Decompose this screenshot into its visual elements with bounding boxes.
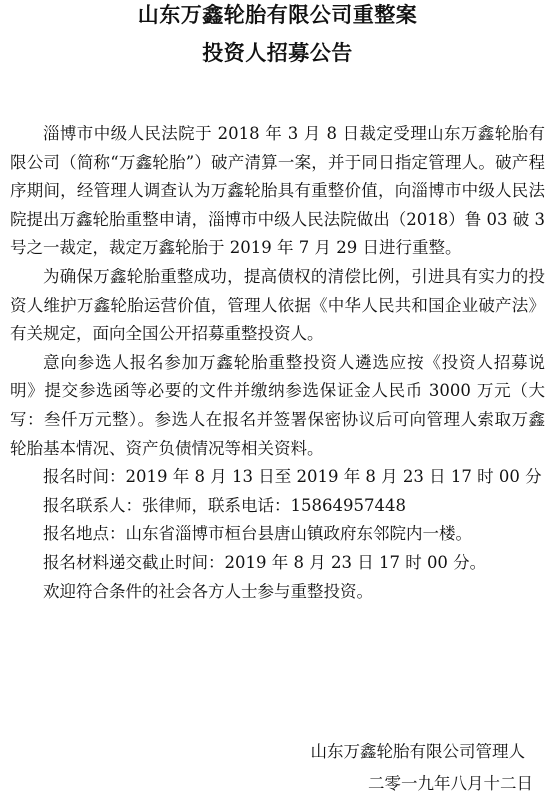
announcement-body <box>10 120 545 606</box>
paragraph-registration-time: 报名时间：2019 年 8 月 13 日至 2019 年 8 月 23 日 17 时 00 分 <box>43 467 542 487</box>
paragraph-registration-requirements: 意向参选人报名参加万鑫轮胎重整投资人遴选应按《投资人招募说明》提交参选函等必要的文件并缴纳参选保证金人民币 3000 万元（大写：叁仟万元整）。参选人在报名并签署保密协议后可向管理人索取万鑫轮胎基本情况、资产负债情况等相关资料。 <box>10 352 545 458</box>
document-title-line-1: 山东万鑫轮胎有限公司重整案 <box>137 3 418 27</box>
paragraph-recruitment-purpose: 为确保万鑫轮胎重整成功，提高债权的清偿比例，引进具有实力的投资人维护万鑫轮胎运营价值，管理人依据《中华人民共和国企业破产法》有关规定，面向全国公开招募重整投资人。 <box>10 266 545 344</box>
document-title-line-2: 投资人招募公告 <box>202 41 353 65</box>
paragraph-court-ruling: 淄博市中级人民法院于 2018 年 3 月 8 日裁定受理山东万鑫轮胎有限公司（简称“万鑫轮胎”）破产清算一案，并于同日指定管理人。破产程序期间，经管理人调查认为万鑫轮胎具有重整价值，向淄博市中级人民法院提出万鑫轮胎重整申请，淄博市中级人民法院做出（2018）鲁 03 破 3 号之一裁定，裁定万鑫轮胎于 2019 年 7 月 29 日进行重整。 <box>10 124 545 258</box>
paragraph-contact-person: 报名联系人：张律师，联系电话：15864957448 <box>43 495 406 515</box>
paragraph-welcome: 欢迎符合条件的社会各方人士参与重整投资。 <box>43 581 373 601</box>
paragraph-registration-location: 报名地点：山东省淄博市桓台县唐山镇政府东邻院内一楼。 <box>43 524 472 544</box>
paragraph-submission-deadline: 报名材料递交截止时间：2019 年 8 月 23 日 17 时 00 分。 <box>43 552 487 572</box>
signature-date: 二零一九年八月十二日 <box>368 774 533 793</box>
signature-organization: 山东万鑫轮胎有限公司管理人 <box>310 742 525 761</box>
